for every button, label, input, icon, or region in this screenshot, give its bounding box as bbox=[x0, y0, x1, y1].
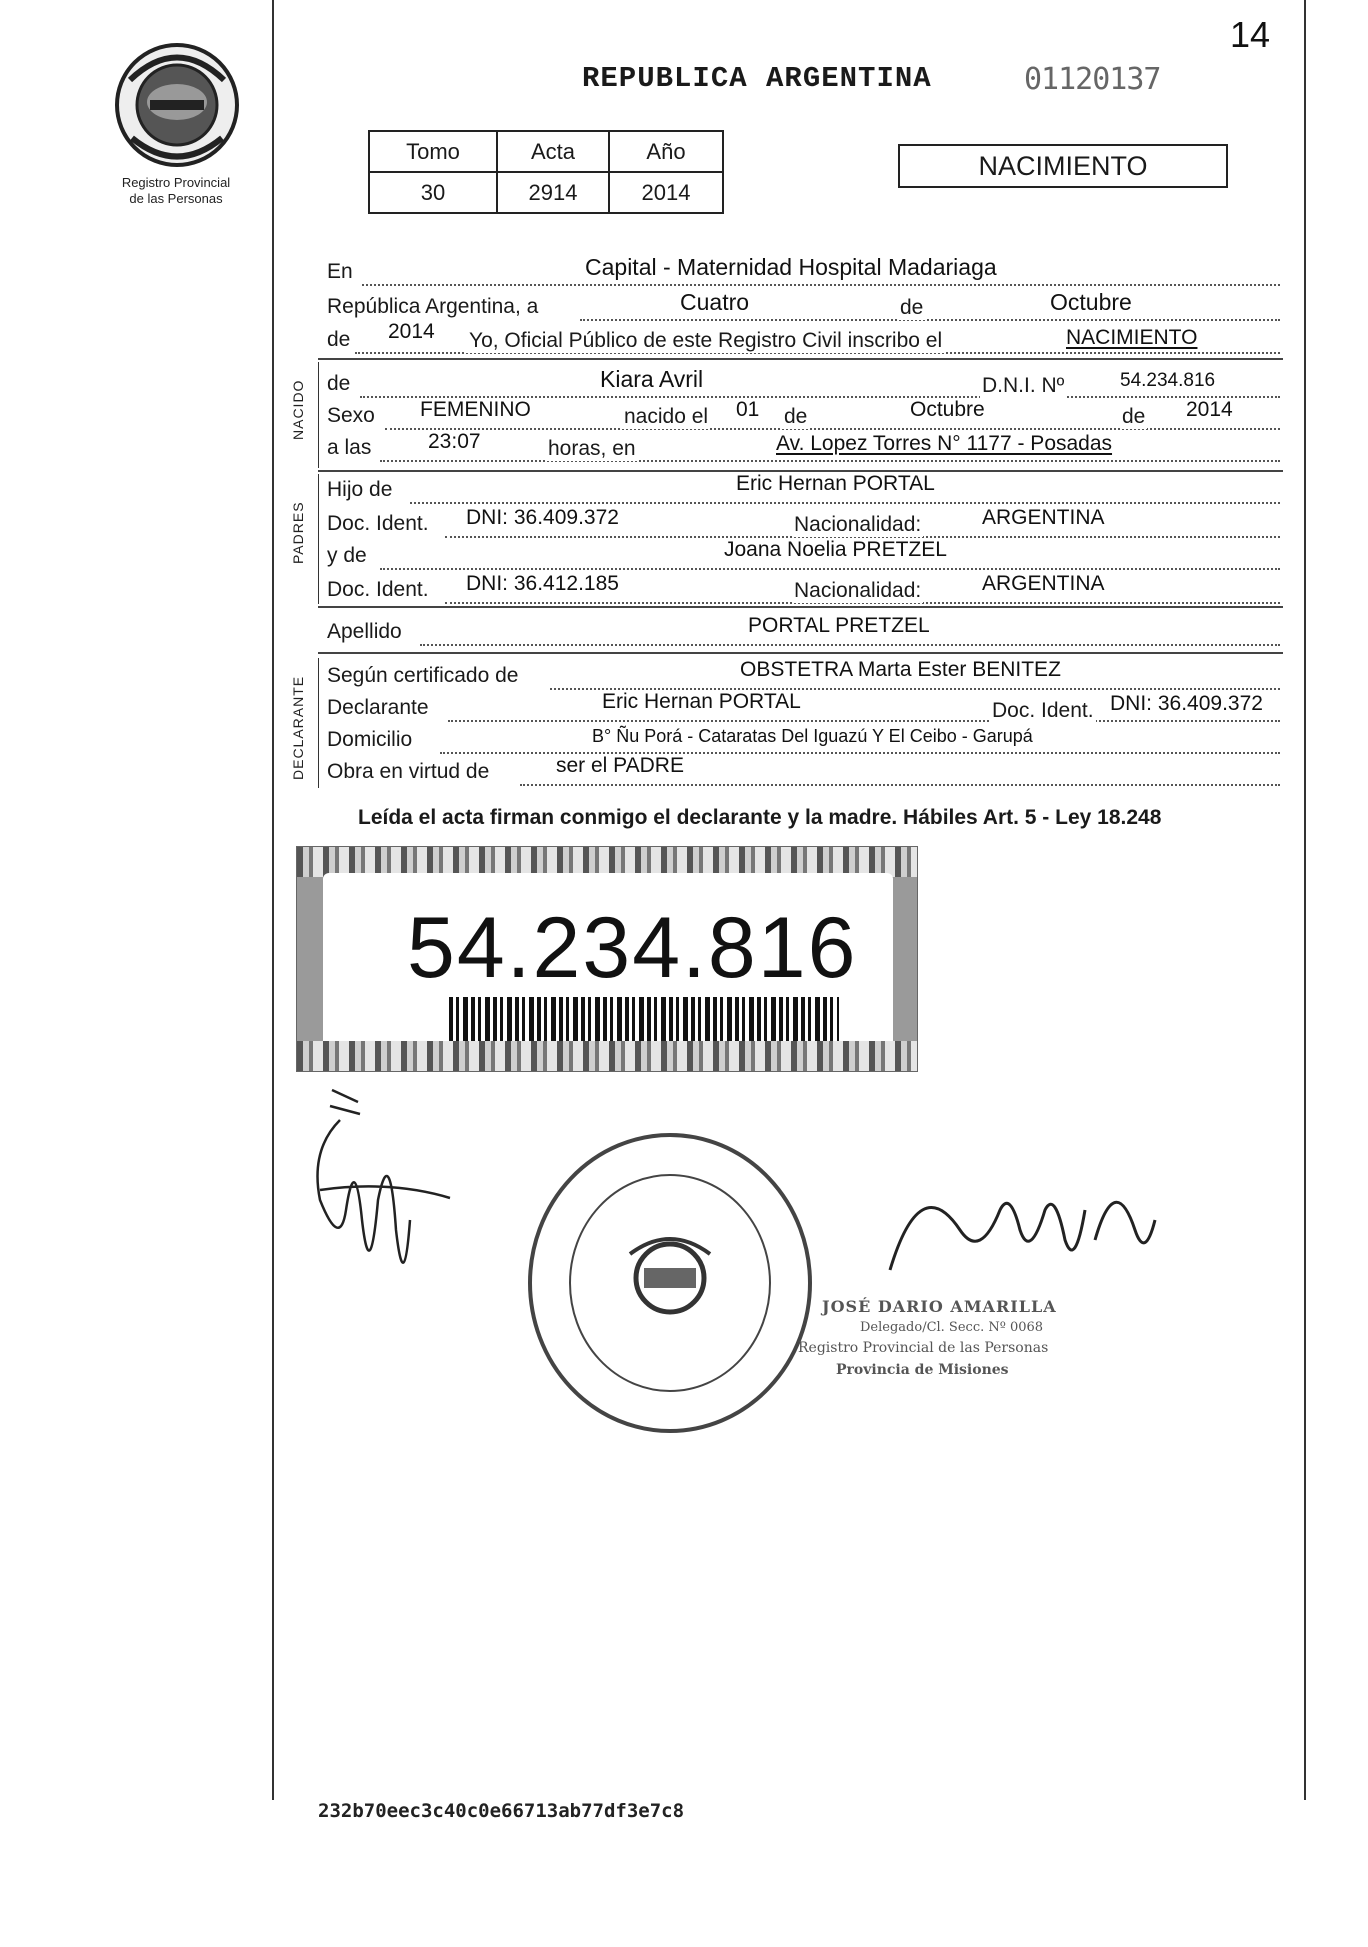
nacido-label: nacido el bbox=[624, 405, 709, 428]
year: 2014 bbox=[388, 320, 435, 343]
yo-label: Yo, Oficial Público de este Registro Civil inscribo el bbox=[466, 329, 945, 353]
sticker-security-strip bbox=[297, 1041, 917, 1071]
official-circular-stamp bbox=[520, 1128, 820, 1438]
de-label: de bbox=[784, 405, 808, 428]
sticker-dni-number: 54.234.816 bbox=[407, 900, 858, 996]
birth-year: 2014 bbox=[1186, 398, 1233, 421]
closing-note: Leída el acta firman conmigo el declarante y la madre. Hábiles Art. 5 - Ley 18.248 bbox=[358, 806, 1162, 829]
declarant-name: Eric Hernan PORTAL bbox=[602, 690, 801, 713]
birth-month: Octubre bbox=[910, 398, 985, 421]
father-name: Eric Hernan PORTAL bbox=[736, 472, 935, 495]
capacity: ser el PADRE bbox=[556, 754, 684, 777]
de-label: de bbox=[327, 328, 351, 351]
inscribed-type: NACIMIENTO bbox=[1066, 326, 1198, 349]
mother-name: Joana Noelia PRETZEL bbox=[724, 538, 947, 561]
official-signature bbox=[880, 1150, 1160, 1310]
official-province: Provincia de Misiones bbox=[836, 1362, 1009, 1378]
left-margin-line bbox=[272, 0, 274, 1800]
obra-label: Obra en virtud de bbox=[327, 760, 490, 783]
dni-label: D.N.I. Nº bbox=[982, 374, 1065, 397]
birth-day: 01 bbox=[736, 398, 760, 421]
serial-number: 01120137 bbox=[1024, 62, 1161, 97]
nacionalidad-label: Nacionalidad: bbox=[794, 579, 922, 602]
declarant-doc-label: Doc. Ident. bbox=[992, 699, 1094, 722]
acta-value: 2914 bbox=[497, 172, 609, 213]
domicile: B° Ñu Porá - Cataratas Del Iguazú Y El Ceibo - Garupá bbox=[592, 726, 1033, 746]
issuer-line1: Registro Provincial bbox=[121, 175, 231, 190]
republica-label: República Argentina, a bbox=[327, 295, 539, 318]
side-label-nacido: NACIDO bbox=[290, 379, 306, 440]
sex: FEMENINO bbox=[420, 398, 531, 421]
page-number: 14 bbox=[1230, 14, 1271, 55]
sexo-label: Sexo bbox=[327, 404, 375, 427]
birth-time: 23:07 bbox=[428, 430, 481, 453]
document-hash: 232b70eec3c40c0e66713ab77df3e7c8 bbox=[318, 1800, 685, 1822]
domicilio-label: Domicilio bbox=[327, 728, 413, 751]
father-nationality: ARGENTINA bbox=[982, 506, 1105, 529]
horas-label: horas, en bbox=[548, 437, 636, 460]
birth-place: Capital - Maternidad Hospital Madariaga bbox=[585, 254, 997, 280]
certificate-issuer: OBSTETRA Marta Ester BENITEZ bbox=[740, 658, 1061, 681]
day-word: Cuatro bbox=[680, 289, 750, 315]
en-label: En bbox=[327, 260, 353, 283]
de-label: de bbox=[900, 296, 924, 319]
section-separator bbox=[318, 652, 1283, 654]
record-type-box: NACIMIENTO bbox=[898, 144, 1228, 188]
anio-value: 2014 bbox=[609, 172, 723, 213]
dni-barcode-sticker bbox=[296, 846, 918, 1072]
side-label-declarante: DECLARANTE bbox=[290, 675, 306, 780]
de-label: de bbox=[327, 372, 351, 395]
segun-label: Según certificado de bbox=[327, 664, 519, 687]
declarant-doc: DNI: 36.409.372 bbox=[1110, 692, 1263, 715]
record-reference-table bbox=[368, 130, 724, 214]
month: Octubre bbox=[1050, 289, 1132, 315]
right-margin-line bbox=[1304, 0, 1306, 1800]
doc-label: Doc. Ident. bbox=[327, 512, 429, 535]
official-office: Registro Provincial de las Personas bbox=[798, 1340, 1049, 1356]
issuer-caption bbox=[96, 175, 256, 207]
de-label: de bbox=[1122, 405, 1146, 428]
section-separator bbox=[318, 606, 1283, 608]
father-doc: DNI: 36.409.372 bbox=[466, 506, 619, 529]
child-dni: 54.234.816 bbox=[1120, 370, 1216, 391]
y-de-label: y de bbox=[327, 544, 367, 567]
official-name: JOSÉ DARIO AMARILLA bbox=[822, 1297, 1057, 1316]
sticker-panel bbox=[323, 873, 893, 1047]
child-name: Kiara Avril bbox=[600, 366, 704, 392]
birth-address: Av. Lopez Torres N° 1177 - Posadas bbox=[776, 432, 1113, 455]
section-bar bbox=[318, 474, 319, 604]
hijo-label: Hijo de bbox=[327, 478, 393, 501]
barcode bbox=[449, 997, 839, 1043]
a-las-label: a las bbox=[327, 436, 372, 459]
tomo-value: 30 bbox=[369, 172, 497, 213]
section-bar bbox=[318, 658, 319, 788]
issuer-line2: de las Personas bbox=[129, 191, 223, 206]
doc-label: Doc. Ident. bbox=[327, 578, 429, 601]
side-label-padres: PADRES bbox=[290, 501, 306, 564]
surname: PORTAL PRETZEL bbox=[748, 614, 930, 637]
nacionalidad-label: Nacionalidad: bbox=[794, 513, 922, 536]
apellido-label: Apellido bbox=[327, 620, 402, 643]
anio-header: Año bbox=[609, 131, 723, 172]
mother-nationality: ARGENTINA bbox=[982, 572, 1105, 595]
official-role: Delegado/Cl. Secc. Nº 0068 bbox=[860, 1320, 1044, 1335]
acta-header: Acta bbox=[497, 131, 609, 172]
country-title: REPUBLICA ARGENTINA bbox=[582, 62, 932, 95]
province-seal-logo bbox=[112, 40, 242, 170]
declarant-signature bbox=[300, 1080, 470, 1310]
section-separator bbox=[318, 358, 1283, 360]
declarante-label: Declarante bbox=[327, 696, 429, 719]
tomo-header: Tomo bbox=[369, 131, 497, 172]
section-bar bbox=[318, 362, 319, 468]
mother-doc: DNI: 36.412.185 bbox=[466, 572, 619, 595]
